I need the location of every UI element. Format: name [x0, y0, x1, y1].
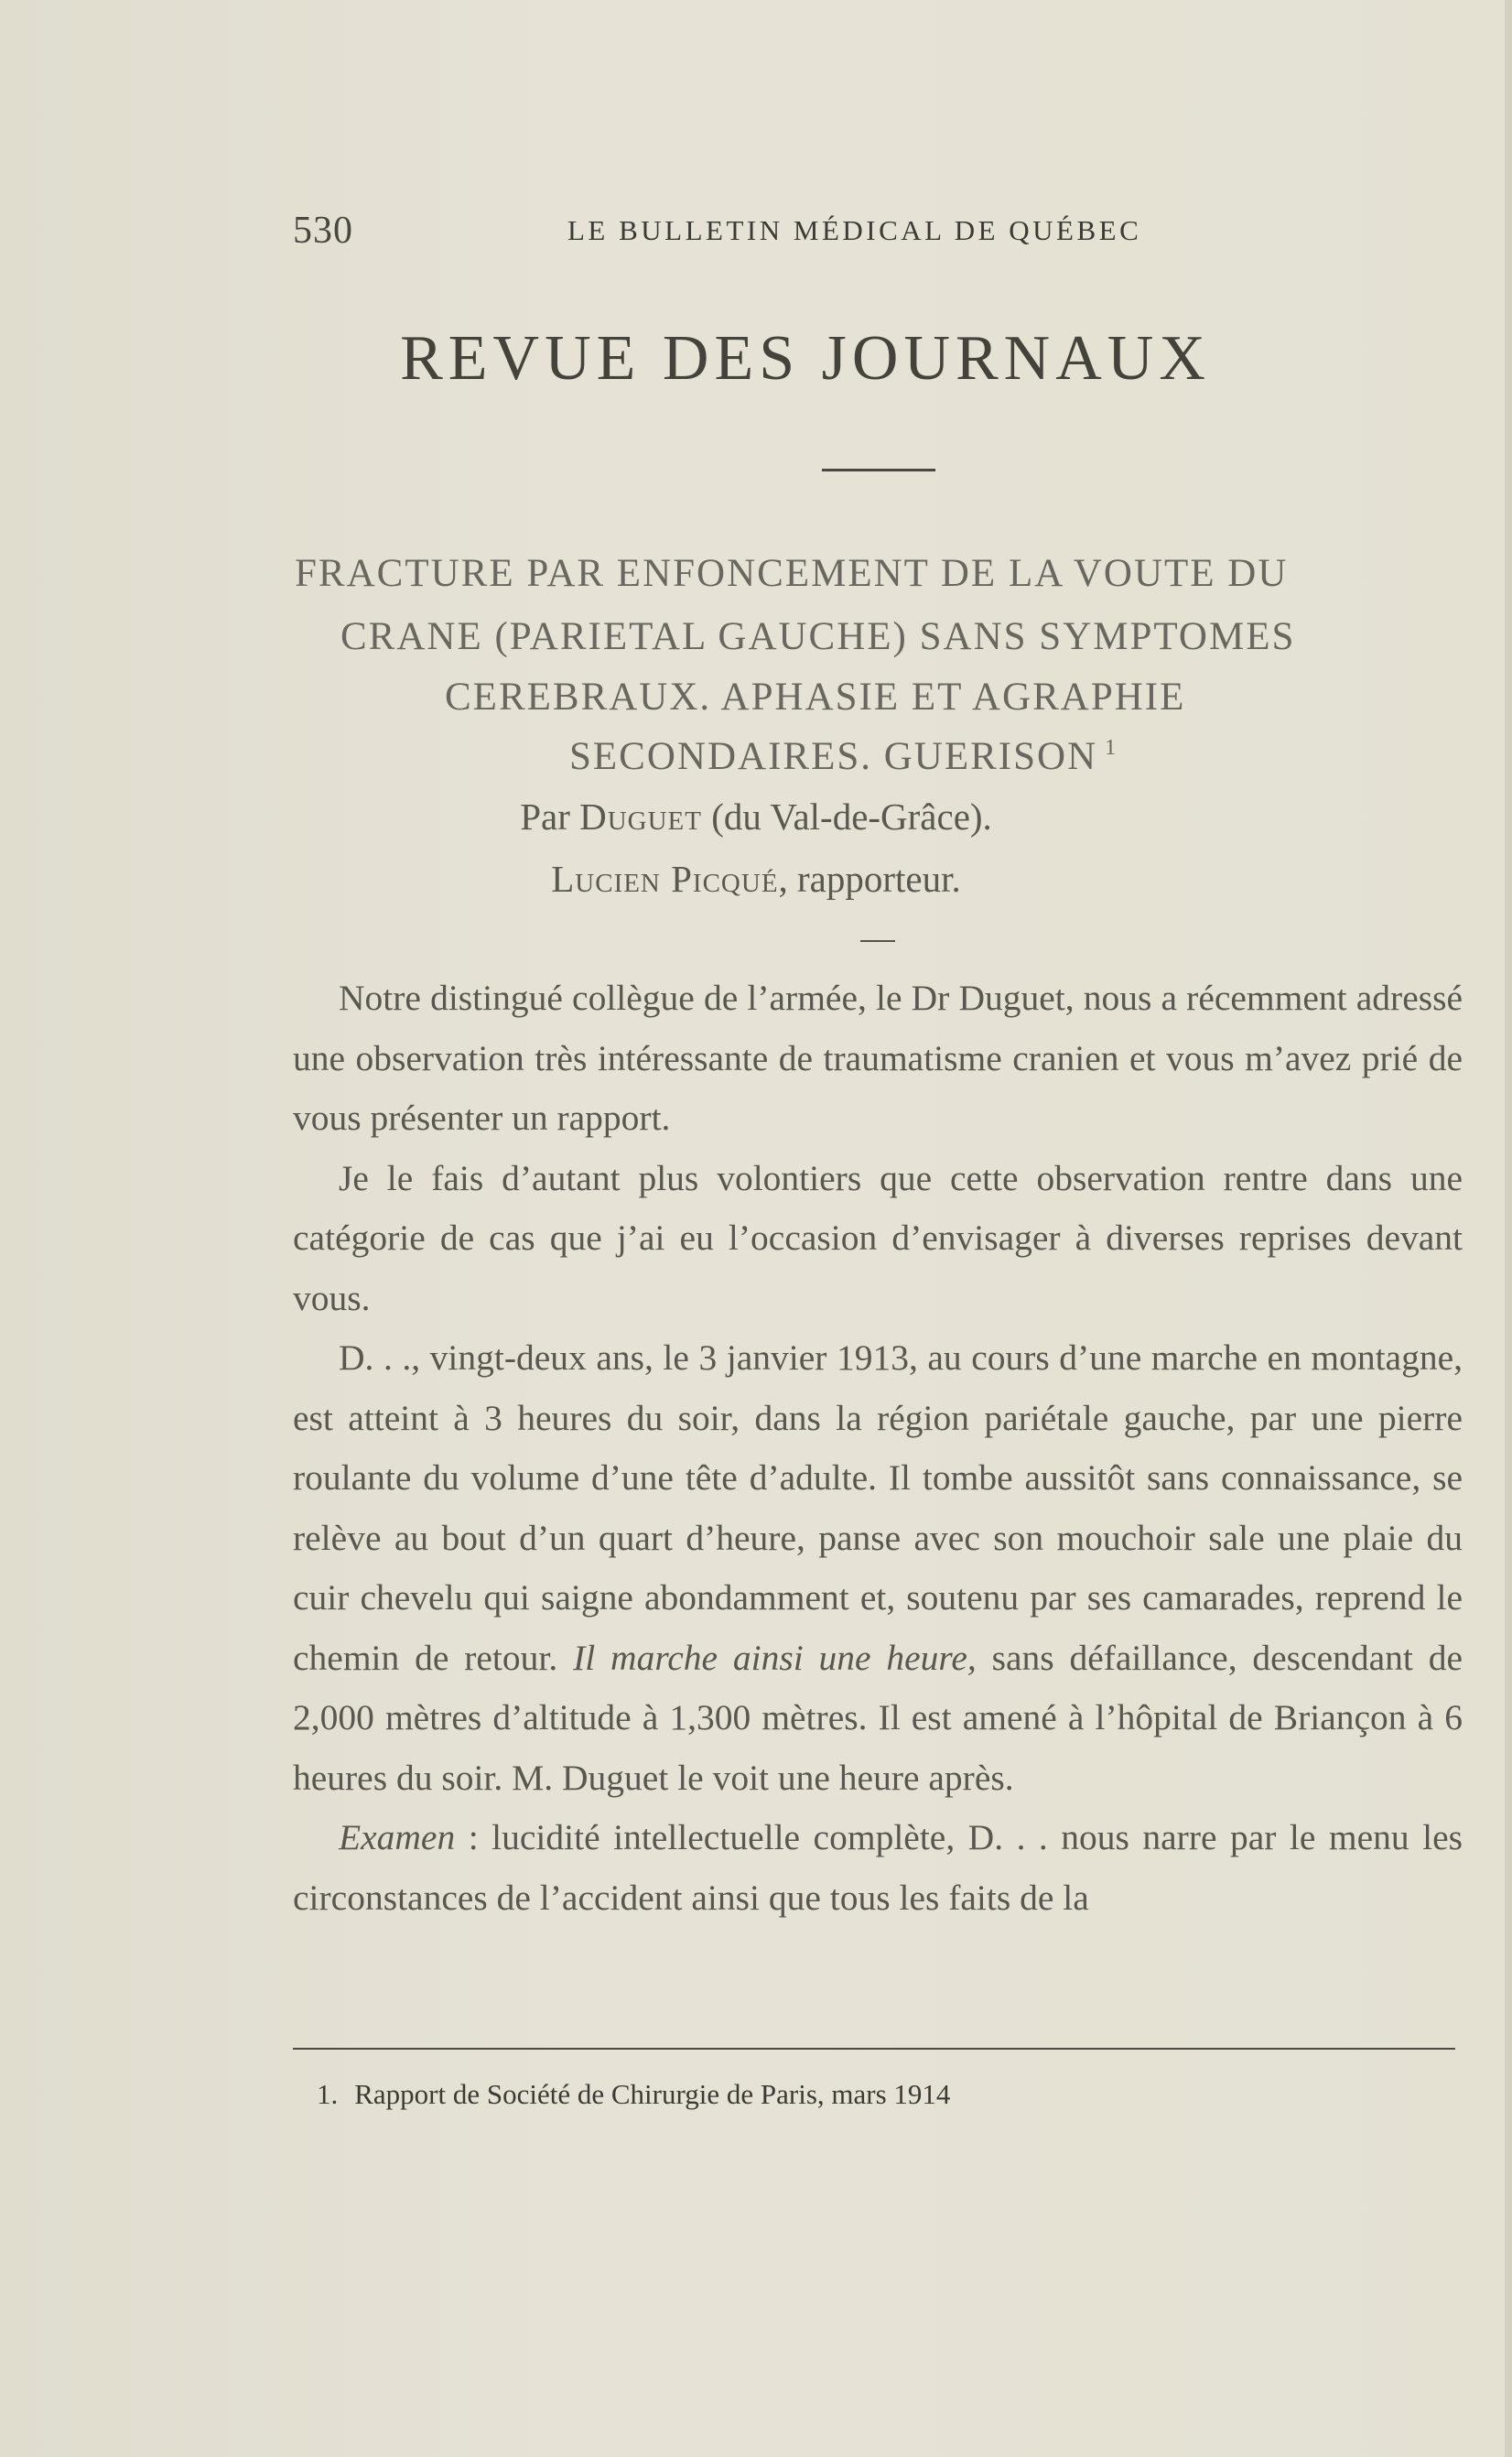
- footnote-marker: 1: [1105, 736, 1118, 760]
- italic-text: Examen: [339, 1817, 456, 1857]
- byline: [0, 795, 1512, 839]
- paragraph-text: : lucidité intellectuelle complète, D. . . nous narre par le menu les circonstances de l’accident ainsi que tous les faits de la: [293, 1817, 1463, 1918]
- article-body: [293, 969, 1463, 1928]
- italic-text: Il marche ainsi une heure,: [573, 1637, 977, 1678]
- separator-rule: [860, 940, 895, 942]
- page-number: 530: [293, 210, 353, 252]
- section-title: REVUE DES JOURNAUX: [400, 323, 1211, 394]
- paragraph: Notre distingué collègue de l’armée, le Dr Duguet, nous a récemment adressé une observation très intéressante de traumatisme cranien et vous m’avez prié de vous présenter un rapport.: [293, 978, 1463, 1138]
- article-title-line-1: FRACTURE PAR ENFONCEMENT DE LA VOUTE DU: [295, 552, 1289, 595]
- footnote: [317, 2078, 950, 2111]
- paragraph: [293, 1808, 1463, 1928]
- running-head: [293, 209, 1226, 253]
- title-rule: [822, 469, 935, 471]
- paragraph-text: sans défaillance, descendant de 2,000 mètres d’altitude à 1,300 mètres. Il est amené à l’hôpital de Briançon à 6 heures du soir. M. Duguet le voit une heure après.: [293, 1637, 1463, 1798]
- byline-affiliation: (du Val-de-Grâce).: [711, 796, 992, 838]
- paragraph-text: D. . ., vingt-deux ans, le 3 janvier 1913, au cours d’une marche en montagne, est atteint à 3 heures du soir, dans la région pariétale gauche, par une pierre roulante du volume d’une tête d’adulte. Il tombe aussitôt sans connaissance, se relève au bout d’un quart d’heure, panse avec son mouchoir sale une plaie du cuir chevelu qui saigne abondamment et, soutenu par ses camarades, reprend le chemin de retour.: [293, 1337, 1463, 1678]
- footnote-number: 1.: [317, 2078, 339, 2110]
- rapporteur-line: [0, 857, 1512, 901]
- article-title-line-2: CRANE (PARIETAL GAUCHE) SANS SYMPTOMES: [340, 615, 1296, 658]
- footnote-rule: [293, 2048, 1455, 2050]
- page-edge: [1505, 0, 1512, 2457]
- rapporteur-name: Lucien Picqué: [551, 858, 779, 900]
- byline-author: Duguet: [579, 796, 702, 838]
- rapporteur-role: , rapporteur.: [778, 858, 961, 900]
- article-title-line-4-text: SECONDAIRES. GUERISON: [569, 735, 1098, 778]
- article-title-line-3: CEREBRAUX. APHASIE ET AGRAPHIE: [445, 676, 1186, 719]
- byline-prefix: Par: [520, 796, 570, 838]
- paragraph: [293, 1328, 1463, 1808]
- footnote-text: Rapport de Société de Chirurgie de Paris, mars 1914: [354, 2078, 951, 2110]
- article-title-line-4: [569, 734, 1118, 779]
- journal-name: LE BULLETIN MÉDICAL DE QUÉBEC: [567, 214, 1142, 246]
- paragraph: Je le fais d’autant plus volontiers que cette observation rentre dans une catégorie de cas que j’ai eu l’occasion d’envisager à diverses reprises devant vous.: [293, 1157, 1463, 1318]
